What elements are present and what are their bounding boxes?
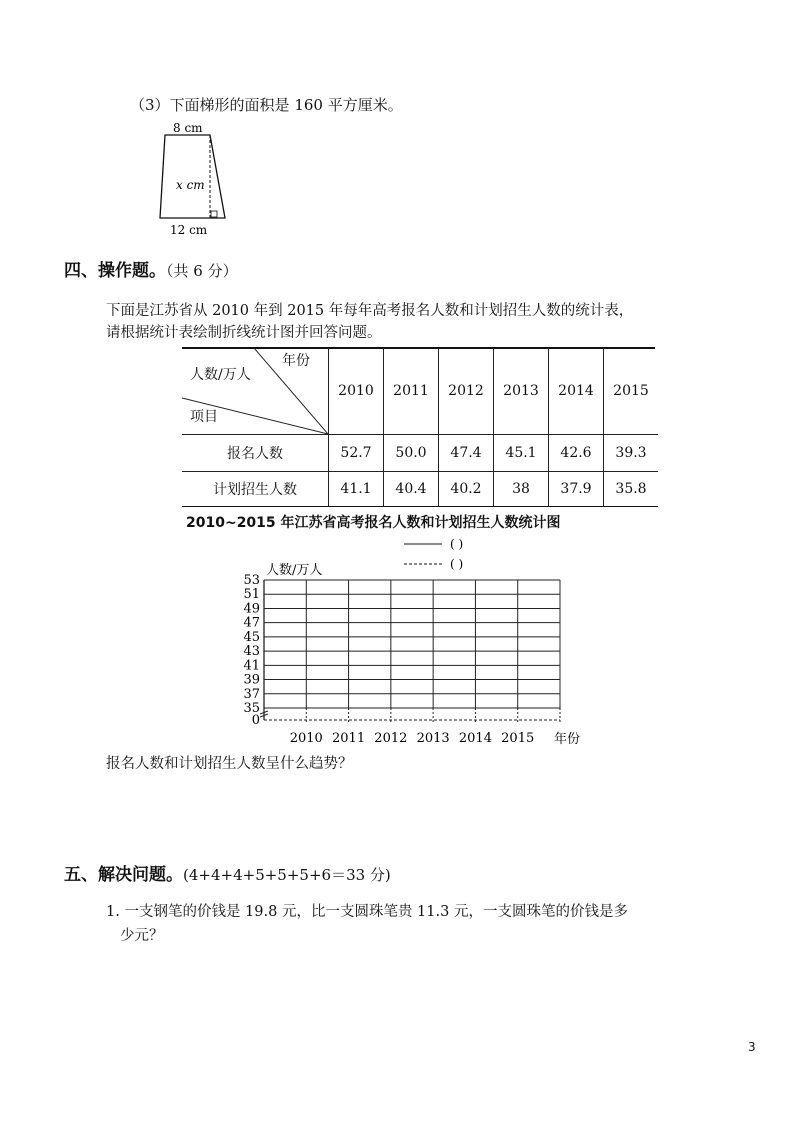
section-4-title: 四、操作题。 bbox=[64, 261, 166, 281]
year-cell: 2014 bbox=[549, 348, 604, 435]
y-tick-label: 53 bbox=[243, 573, 260, 588]
table-corner-cell bbox=[182, 348, 329, 435]
right-angle-mark bbox=[211, 211, 217, 217]
y-tick-label: 43 bbox=[243, 644, 260, 660]
y-tick-label: 49 bbox=[243, 601, 260, 617]
y-tick-label: 47 bbox=[243, 615, 260, 631]
table-row bbox=[182, 472, 658, 507]
section-4-heading bbox=[64, 256, 238, 281]
section-5-title: 五、解决问题。 bbox=[64, 865, 183, 885]
table-cell: 37.9 bbox=[549, 472, 604, 507]
chart-grid bbox=[260, 580, 560, 724]
problem-1-line-1: 1. 一支钢笔的价钱是 19.8 元，比一支圆珠笔贵 11.3 元，一支圆珠笔的价钱是多 bbox=[106, 904, 628, 920]
trend-question: 报名人数和计划招生人数呈什么趋势？ bbox=[106, 756, 353, 772]
y-tick-label: 0 bbox=[251, 713, 260, 728]
row-label: 计划招生人数 bbox=[182, 472, 329, 507]
trapezoid-figure bbox=[150, 118, 240, 236]
y-tick-label: 41 bbox=[243, 658, 260, 674]
table-row bbox=[182, 435, 658, 472]
legend-solid-label: ( ) bbox=[450, 537, 464, 551]
table-cell: 41.1 bbox=[329, 472, 384, 507]
problem-1-line-2: 少元？ bbox=[120, 928, 164, 944]
header-item: 项目 bbox=[190, 409, 218, 425]
x-tick-label: 2013 bbox=[416, 731, 450, 746]
intro-line-1: 下面是江苏省从 2010 年到 2015 年每年高考报名人数和计划招生人数的统计表， bbox=[106, 303, 634, 319]
x-tick-label: 2015 bbox=[501, 731, 535, 746]
problem-1 bbox=[106, 900, 756, 948]
chart-title: 2010~2015 年江苏省高考报名人数和计划招生人数统计图 bbox=[186, 515, 561, 531]
year-cell: 2012 bbox=[439, 348, 494, 435]
trapezoid-top-label: 8 cm bbox=[173, 121, 203, 135]
y-axis-label: 人数/万人 bbox=[266, 563, 323, 578]
header-unit: 人数/万人 bbox=[190, 367, 251, 383]
y-tick-label: 45 bbox=[243, 629, 260, 645]
section-5-score: (4+4+4+5+5+5+6＝33 分) bbox=[183, 866, 391, 884]
year-cell: 2010 bbox=[329, 348, 384, 435]
y-tick-label: 35 bbox=[243, 701, 260, 716]
year-cell: 2011 bbox=[384, 348, 439, 435]
trapezoid-height-label: x cm bbox=[176, 178, 205, 192]
question-3-text: （3）下面梯形的面积是 160 平方厘米。 bbox=[130, 96, 403, 114]
header-year: 年份 bbox=[282, 353, 310, 369]
y-tick-label: 39 bbox=[243, 672, 260, 688]
row-label: 报名人数 bbox=[182, 435, 329, 472]
x-tick-label: 2014 bbox=[458, 731, 492, 746]
year-cell: 2015 bbox=[604, 348, 659, 435]
trapezoid-bottom-label: 12 cm bbox=[170, 223, 208, 236]
x-tick-labels bbox=[290, 731, 535, 746]
y-tick-label: 37 bbox=[243, 686, 260, 702]
x-axis-label: 年份 bbox=[554, 732, 581, 747]
table-cell: 52.7 bbox=[329, 435, 384, 472]
table-cell: 45.1 bbox=[494, 435, 549, 472]
table-cell: 42.6 bbox=[549, 435, 604, 472]
intro-line-2: 请根据统计表绘制折线统计图并回答问题。 bbox=[106, 325, 382, 341]
y-tick-labels bbox=[243, 573, 260, 728]
table-cell: 40.4 bbox=[384, 472, 439, 507]
x-tick-label: 2010 bbox=[289, 731, 323, 746]
line-chart bbox=[228, 556, 608, 748]
y-tick-label: 51 bbox=[243, 587, 260, 603]
legend-dashed-label: ( ) bbox=[450, 557, 464, 571]
page-number: 3 bbox=[748, 1040, 756, 1054]
table-header-row bbox=[182, 348, 658, 435]
table-cell: 35.8 bbox=[604, 472, 659, 507]
year-cell: 2013 bbox=[494, 348, 549, 435]
x-tick-label: 2012 bbox=[374, 731, 408, 746]
table-cell: 50.0 bbox=[384, 435, 439, 472]
table-cell: 38 bbox=[494, 472, 549, 507]
table-cell: 39.3 bbox=[604, 435, 659, 472]
trapezoid-shape bbox=[160, 135, 225, 218]
x-tick-label: 2011 bbox=[332, 731, 366, 746]
section-4-intro bbox=[106, 300, 756, 344]
section-4-score: （共 6 分） bbox=[166, 262, 238, 280]
section-5-heading bbox=[64, 860, 391, 885]
table-cell: 47.4 bbox=[439, 435, 494, 472]
statistics-table bbox=[182, 348, 658, 507]
table-cell: 40.2 bbox=[439, 472, 494, 507]
